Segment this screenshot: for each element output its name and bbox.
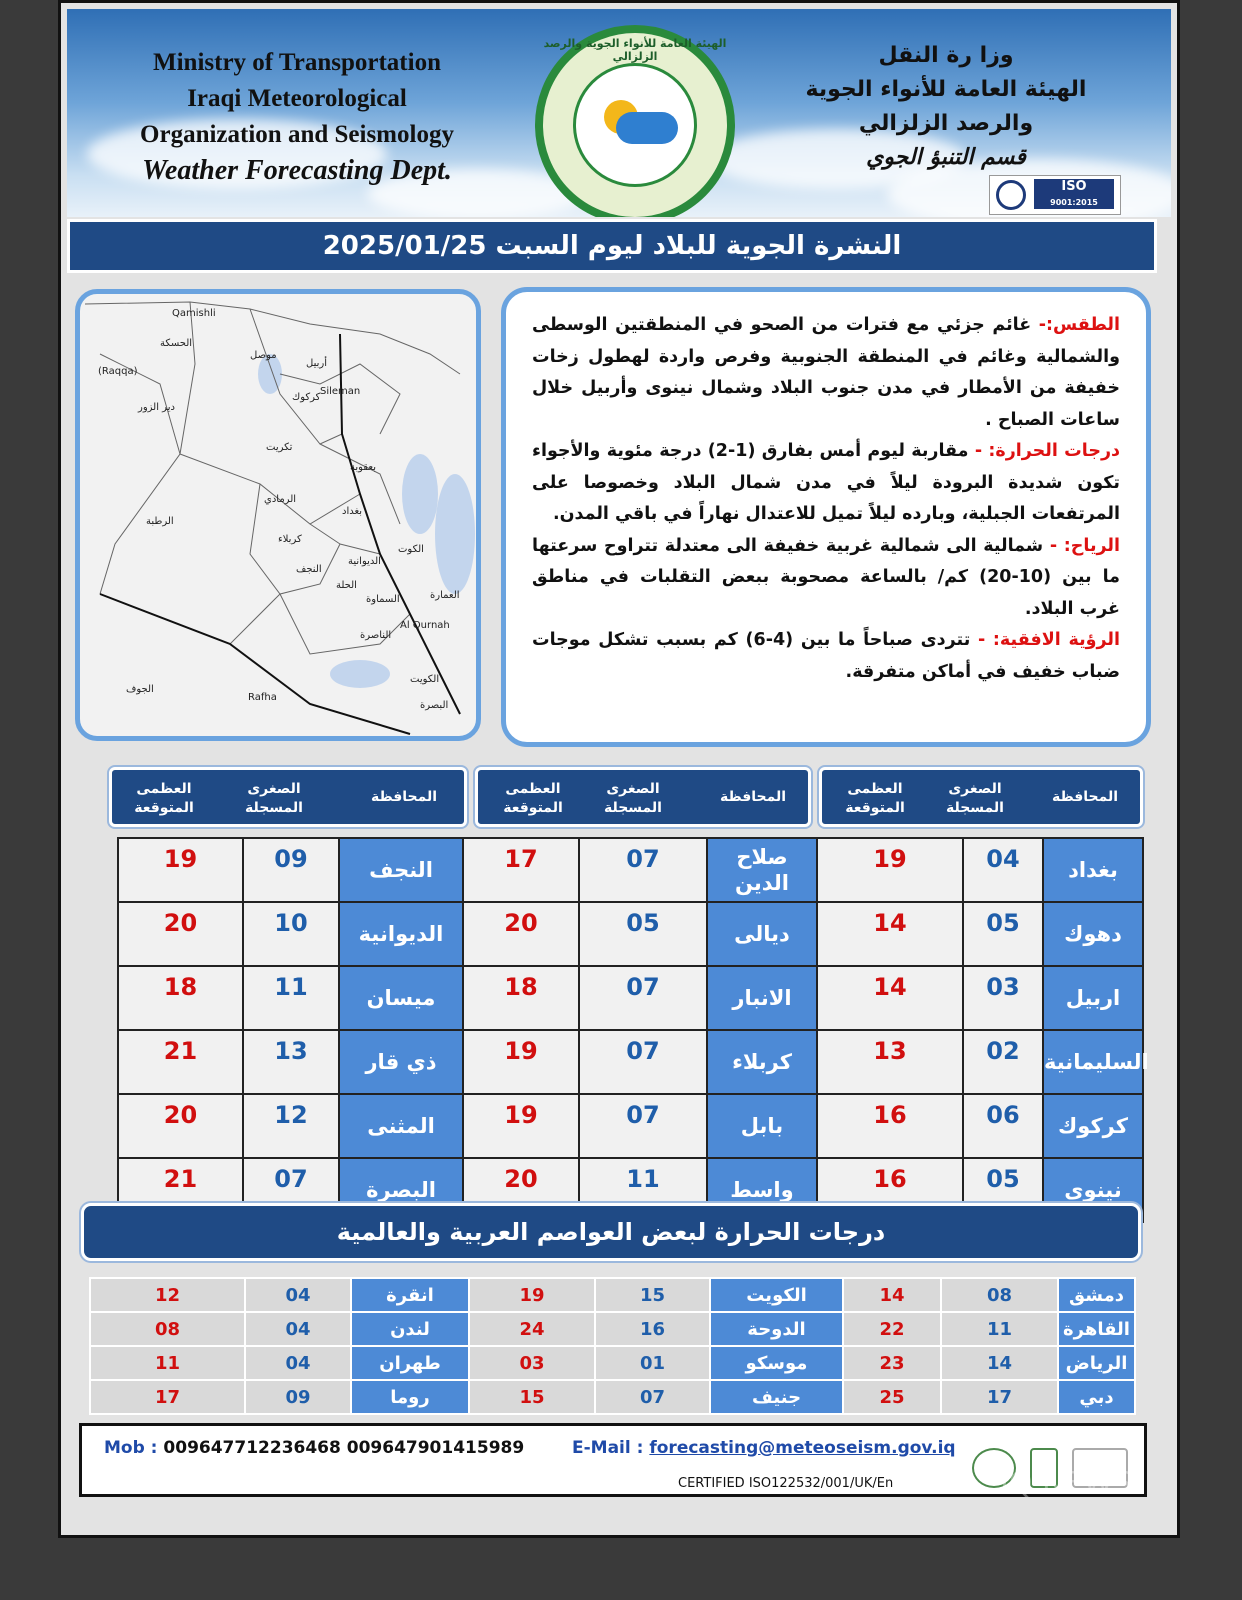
max-temp: 19 bbox=[118, 838, 243, 902]
max-temp: 19 bbox=[463, 1030, 579, 1094]
min-temp: 09 bbox=[245, 1380, 351, 1414]
max-temp: 08 bbox=[90, 1312, 245, 1346]
min-temp: 07 bbox=[579, 838, 707, 902]
min-temp: 14 bbox=[941, 1346, 1058, 1380]
min-temp: 03 bbox=[963, 966, 1043, 1030]
province-name: واسط bbox=[707, 1158, 817, 1222]
max-temp: 24 bbox=[469, 1312, 595, 1346]
arabic-org-name bbox=[781, 39, 1111, 175]
max-temp: 21 bbox=[118, 1030, 243, 1094]
min-temp: 11 bbox=[941, 1312, 1058, 1346]
temperature-text: مقاربة ليوم أمس بفارق (1-2) درجة مئوية والأجواء تكون شديدة البرودة ليلاً في مدن شمال البلاد وخصوصا على المرتفعات الجبلية، وبارده ليلاً تميل للاعتدال نهاراً في باقي المدن. bbox=[532, 441, 1120, 524]
table-row bbox=[118, 902, 1143, 966]
map-label: الناصرة bbox=[360, 630, 392, 641]
min-temp: 07 bbox=[595, 1380, 710, 1414]
column-header-max: العظمى المتوقعة bbox=[845, 781, 905, 816]
map-label: بعقوبة bbox=[350, 462, 376, 473]
visibility-text: تتردى صباحاً ما بين (4-6) كم بسبب تشكل موجات ضباب خفيف في أماكن متفرقة. bbox=[532, 630, 1120, 682]
capital-name: القاهرة bbox=[1058, 1312, 1135, 1346]
table-header-group bbox=[819, 767, 1143, 827]
max-temp: 20 bbox=[463, 1158, 579, 1222]
map-label: Sileman bbox=[320, 386, 361, 397]
map-label: الجوف bbox=[126, 684, 154, 695]
min-temp: 04 bbox=[963, 838, 1043, 902]
min-temp: 16 bbox=[595, 1312, 710, 1346]
table-row bbox=[90, 1380, 1135, 1414]
weather-paragraph bbox=[532, 310, 1120, 436]
map-label: بغداد bbox=[342, 506, 363, 517]
map-label: العمارة bbox=[430, 590, 460, 601]
capital-name: طهران bbox=[351, 1346, 469, 1380]
max-temp: 12 bbox=[90, 1278, 245, 1312]
min-temp: 04 bbox=[245, 1312, 351, 1346]
min-temp: 11 bbox=[243, 966, 339, 1030]
email-link[interactable]: forecasting@meteoseism.gov.iq bbox=[649, 1438, 956, 1458]
english-org-name bbox=[97, 45, 497, 189]
capital-name: جنيف bbox=[710, 1380, 843, 1414]
table-row bbox=[90, 1346, 1135, 1380]
min-temp: 13 bbox=[243, 1030, 339, 1094]
province-name: الانبار bbox=[707, 966, 817, 1030]
province-name: ذي قار bbox=[339, 1030, 463, 1094]
watermark: IQ NEWS bbox=[1000, 1466, 1133, 1501]
capital-name: روما bbox=[351, 1380, 469, 1414]
column-header-min: الصغرى المسجلة bbox=[245, 781, 303, 816]
bulletin-sheet bbox=[58, 0, 1180, 1538]
max-temp: 14 bbox=[817, 902, 963, 966]
min-temp: 17 bbox=[941, 1380, 1058, 1414]
min-temp: 15 bbox=[595, 1278, 710, 1312]
map-label: Qamishli bbox=[172, 308, 216, 319]
capital-name: الدوحة bbox=[710, 1312, 843, 1346]
english-line-3: Organization and Seismology bbox=[140, 121, 454, 148]
org-logo bbox=[535, 25, 735, 217]
english-line-2: Iraqi Meteorological bbox=[187, 85, 407, 112]
max-temp: 13 bbox=[817, 1030, 963, 1094]
column-header-min: الصغرى المسجلة bbox=[604, 781, 662, 816]
min-temp: 07 bbox=[579, 966, 707, 1030]
column-header-max: العظمى المتوقعة bbox=[503, 781, 563, 816]
max-temp: 20 bbox=[463, 902, 579, 966]
capitals-title: درجات الحرارة لبعض العواصم العربية والعالمية bbox=[81, 1203, 1141, 1261]
arabic-dept: قسم التنبؤ الجوي bbox=[866, 145, 1026, 170]
province-name: دهوك bbox=[1043, 902, 1143, 966]
max-temp: 17 bbox=[90, 1380, 245, 1414]
min-temp: 12 bbox=[243, 1094, 339, 1158]
arabic-line-2: الهيئة العامة للأنواء الجوية bbox=[805, 77, 1087, 102]
table-header-group bbox=[475, 767, 811, 827]
min-temp: 10 bbox=[243, 902, 339, 966]
map-borders bbox=[80, 294, 476, 736]
map-label: أربيل bbox=[306, 358, 327, 369]
province-name: الديوانية bbox=[339, 902, 463, 966]
max-temp: 20 bbox=[118, 1094, 243, 1158]
weather-label: الطقس:- bbox=[1038, 315, 1120, 335]
footer bbox=[79, 1423, 1147, 1497]
logo-center bbox=[573, 63, 697, 187]
min-temp: 05 bbox=[963, 902, 1043, 966]
province-name: البصرة bbox=[339, 1158, 463, 1222]
max-temp: 25 bbox=[843, 1380, 941, 1414]
capital-name: الكويت bbox=[710, 1278, 843, 1312]
min-temp: 04 bbox=[245, 1346, 351, 1380]
province-name: بابل bbox=[707, 1094, 817, 1158]
min-temp: 07 bbox=[243, 1158, 339, 1222]
iso-text: ISO 9001:2015 bbox=[1034, 179, 1114, 209]
map-label: الحلة bbox=[336, 580, 357, 591]
min-temp: 05 bbox=[579, 902, 707, 966]
column-header-max: العظمى المتوقعة bbox=[134, 781, 194, 816]
capitals-temperature-table bbox=[89, 1277, 1136, 1415]
table-row bbox=[118, 838, 1143, 902]
min-temp: 05 bbox=[963, 1158, 1043, 1222]
arabic-line-3: والرصد الزلزالي bbox=[858, 111, 1034, 136]
column-header-min: الصغرى المسجلة bbox=[946, 781, 1004, 816]
max-temp: 16 bbox=[817, 1094, 963, 1158]
province-name: ديالى bbox=[707, 902, 817, 966]
capital-name: الرياض bbox=[1058, 1346, 1135, 1380]
map-label: الحسكة bbox=[160, 338, 193, 349]
province-name: كركوك bbox=[1043, 1094, 1143, 1158]
province-name: اربيل bbox=[1043, 966, 1143, 1030]
english-dept: Weather Forecasting Dept. bbox=[142, 155, 452, 186]
province-name: المثنى bbox=[339, 1094, 463, 1158]
iso-badge bbox=[989, 175, 1121, 215]
map-label: دير الزور bbox=[138, 402, 175, 413]
province-name: نينوى bbox=[1043, 1158, 1143, 1222]
iraq-map bbox=[75, 289, 481, 741]
table-row bbox=[90, 1312, 1135, 1346]
map-label: تكريت bbox=[266, 442, 293, 453]
max-temp: 19 bbox=[469, 1278, 595, 1312]
max-temp: 16 bbox=[817, 1158, 963, 1222]
phone-numbers bbox=[104, 1438, 524, 1458]
table-row bbox=[90, 1278, 1135, 1312]
capital-name: موسكو bbox=[710, 1346, 843, 1380]
max-temp: 21 bbox=[118, 1158, 243, 1222]
min-temp: 04 bbox=[245, 1278, 351, 1312]
map-label: الرمادي bbox=[264, 494, 297, 505]
mob-numbers[interactable]: 009647712236468 009647901415989 bbox=[163, 1438, 525, 1458]
wind-text: شمالية الى شمالية غربية خفيفة الى معتدلة تتراوح سرعتها ما بين (10-20) كم/ بالساعة مصحوبة ببعض التقلبات في مناطق غرب البلاد. bbox=[532, 535, 1120, 619]
bulletin-title: النشرة الجوية للبلاد ليوم السبت 2025/01/25 bbox=[67, 219, 1157, 273]
column-header-province: المحافظة bbox=[1051, 789, 1119, 805]
english-line-1: Ministry of Transportation bbox=[153, 49, 441, 76]
province-temperature-table bbox=[117, 837, 1149, 1223]
max-temp: 17 bbox=[463, 838, 579, 902]
map-label: الكوت bbox=[398, 544, 424, 555]
logo-text: الهيئة العامة للأنواء الجوية والرصد الزلزالي bbox=[543, 37, 727, 63]
wind-label: الرياح: - bbox=[1049, 535, 1120, 556]
min-temp: 02 bbox=[963, 1030, 1043, 1094]
wind-paragraph bbox=[532, 531, 1120, 626]
max-temp: 20 bbox=[118, 902, 243, 966]
visibility-paragraph bbox=[532, 625, 1120, 688]
map-label: Al Qurnah bbox=[400, 620, 450, 631]
map-label: الرطبة bbox=[146, 516, 174, 527]
min-temp: 09 bbox=[243, 838, 339, 902]
column-header-province: المحافظة bbox=[370, 789, 438, 805]
map-label: النجف bbox=[296, 564, 322, 575]
check-icon bbox=[996, 180, 1026, 210]
capital-name: دمشق bbox=[1058, 1278, 1135, 1312]
capital-name: دبي bbox=[1058, 1380, 1135, 1414]
arabic-line-1: وزا رة النقل bbox=[878, 43, 1014, 68]
max-temp: 18 bbox=[463, 966, 579, 1030]
capital-name: لندن bbox=[351, 1312, 469, 1346]
map-label: (Raqqa) bbox=[98, 366, 138, 377]
min-temp: 06 bbox=[963, 1094, 1043, 1158]
table-row bbox=[118, 966, 1143, 1030]
table-row bbox=[118, 1094, 1143, 1158]
max-temp: 19 bbox=[463, 1094, 579, 1158]
weather-text: غائم جزئي مع فترات من الصحو في المنطقتين الوسطى والشمالية وغائم في المنطقة الجنوبية وفرص واردة لهطول زخات خفيفة من الأمطار في مدن جنوب البلاد وشمال نينوى وأربيل خلال ساعات الصباح . bbox=[532, 315, 1120, 430]
map-label: كربلاء bbox=[278, 534, 302, 545]
province-name: بغداد bbox=[1043, 838, 1143, 902]
map-label: الكويت bbox=[410, 674, 440, 685]
max-temp: 14 bbox=[843, 1278, 941, 1312]
temperature-paragraph bbox=[532, 436, 1120, 531]
max-temp: 03 bbox=[469, 1346, 595, 1380]
province-name: صلاح الدين bbox=[707, 838, 817, 902]
min-temp: 11 bbox=[579, 1158, 707, 1222]
map-label: Rafha bbox=[248, 692, 277, 703]
min-temp: 07 bbox=[579, 1094, 707, 1158]
table-row bbox=[118, 1030, 1143, 1094]
max-temp: 15 bbox=[469, 1380, 595, 1414]
map-label: الديوانية bbox=[348, 556, 381, 567]
map-label: البصرة bbox=[420, 700, 449, 711]
column-header-province: المحافظة bbox=[719, 789, 787, 805]
province-name: النجف bbox=[339, 838, 463, 902]
mob-label: Mob : bbox=[104, 1438, 158, 1458]
max-temp: 14 bbox=[817, 966, 963, 1030]
max-temp: 11 bbox=[90, 1346, 245, 1380]
min-temp: 01 bbox=[595, 1346, 710, 1380]
cloud-icon bbox=[616, 112, 678, 144]
map-label: كركوك bbox=[292, 392, 321, 403]
min-temp: 08 bbox=[941, 1278, 1058, 1312]
province-name: السليمانية bbox=[1043, 1030, 1143, 1094]
min-temp: 07 bbox=[579, 1030, 707, 1094]
max-temp: 19 bbox=[817, 838, 963, 902]
province-name: ميسان bbox=[339, 966, 463, 1030]
max-temp: 18 bbox=[118, 966, 243, 1030]
temperature-label: درجات الحرارة: - bbox=[974, 441, 1120, 461]
max-temp: 22 bbox=[843, 1312, 941, 1346]
header bbox=[67, 9, 1171, 217]
email-label: E-Mail : bbox=[572, 1438, 644, 1458]
max-temp: 23 bbox=[843, 1346, 941, 1380]
certification-text: CERTIFIED ISO122532/001/UK/En bbox=[678, 1476, 894, 1491]
visibility-label: الرؤية الافقية: - bbox=[977, 630, 1120, 650]
capital-name: انقرة bbox=[351, 1278, 469, 1312]
map-label: موصل bbox=[250, 350, 277, 361]
table-header-group bbox=[109, 767, 467, 827]
province-name: كربلاء bbox=[707, 1030, 817, 1094]
forecast-text-panel bbox=[501, 287, 1151, 747]
email-block bbox=[572, 1438, 956, 1458]
map-label: السماوة bbox=[366, 594, 400, 605]
